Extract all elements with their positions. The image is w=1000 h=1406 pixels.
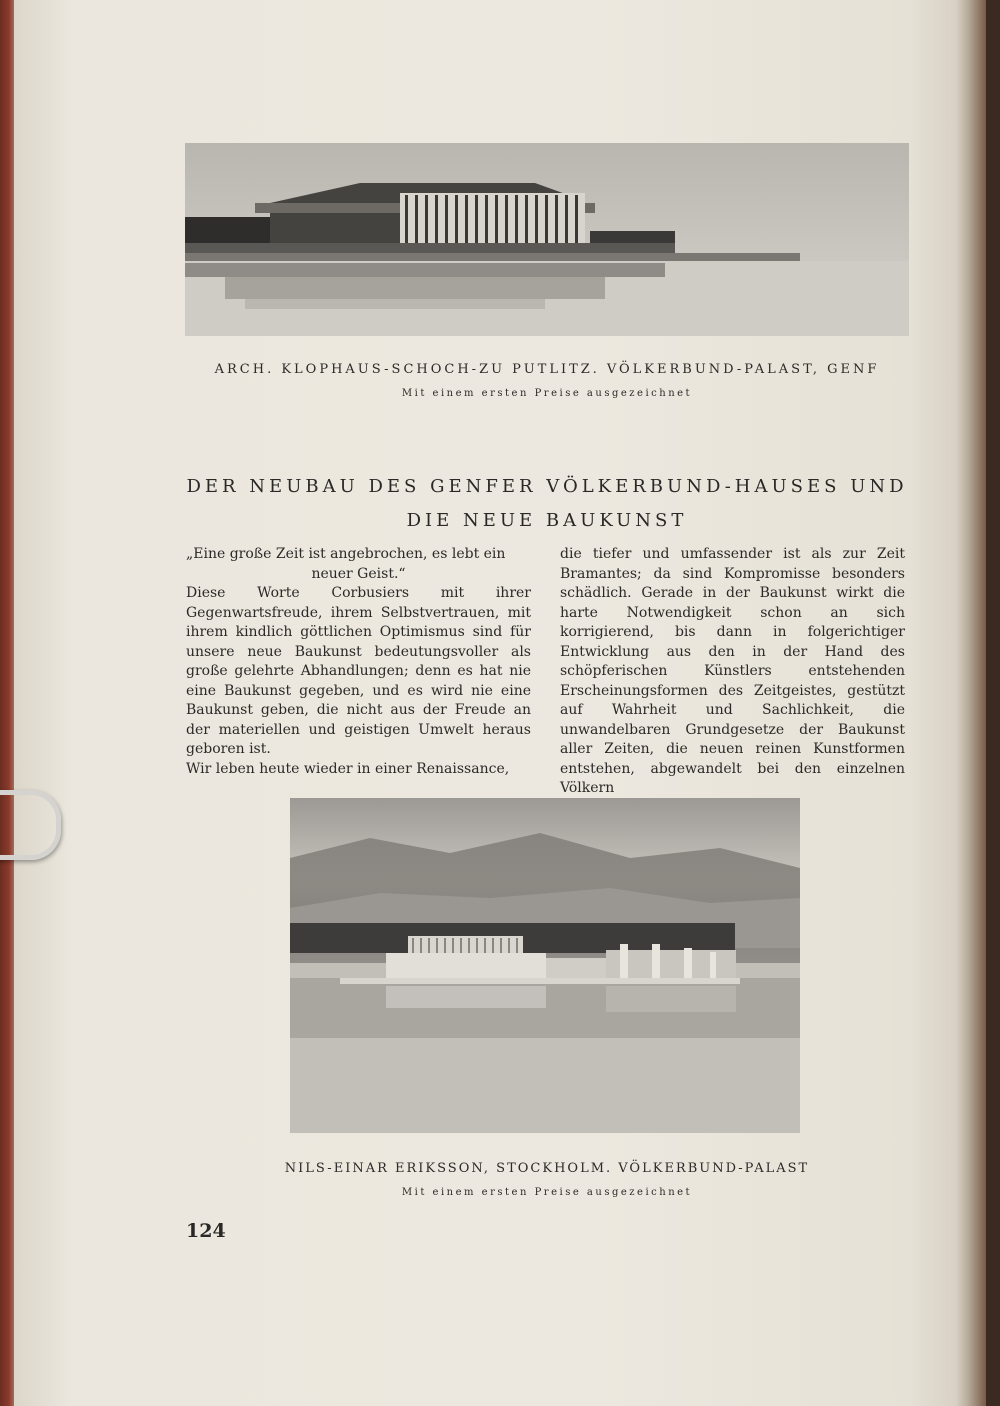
quote-end: neuer Geist.“ (311, 565, 406, 582)
figure-eriksson-palace-image (290, 798, 800, 1133)
page-number: 124 (186, 1220, 226, 1242)
article-heading (185, 470, 909, 538)
figure2-caption: NILS-EINAR ERIKSSON, STOCKHOLM. VÖLKERBUND-PALAST (284, 1161, 810, 1176)
page-gutter (956, 0, 986, 1406)
paragraph-right: die tiefer und umfassender ist als zur Zeit Bramantes; da sind Kompromisse besonders schädlich. Gerade in der Baukunst wirkt die harte Notwendigkeit schon an sich korrigierend, bis dann in folgerichtiger Entwicklung aus den in der Hand des schöpferischen Künstlers entstehenden Erscheinungsformen des Zeitgeistes, gestützt auf Wahrheit und Sachlichkeit, die unwandelbaren Grundgesetze der Baukunst aller Zeiten, die neuen reinen Kunstformen entstehen, abgewandelt bei den einzelnen Völkern (560, 546, 905, 796)
text-column-left (186, 545, 531, 779)
figure1-subcaption: Mit einem ersten Preise ausgezeichnet (401, 388, 693, 399)
paragraph-1: Diese Worte Corbusiers mit ihrer Gegenwartsfreude, ihrem Selbstvertrauen, mit ihrem kindlich göttlichen Optimismus sind für unsere neue Baukunst bedeutungsvoller als große gelehrte Abhandlungen; denn es hat nie eine Baukunst gegeben, und es wird nie eine Baukunst geben, die nicht aus der Freude an der materiellen und geistigen Umwelt heraus geboren ist. (186, 585, 531, 757)
heading-line-2: DIE NEUE BAUKUNST (406, 510, 688, 531)
figure-klophaus-palace-image (185, 143, 909, 336)
paper-clip (0, 790, 61, 860)
heading-line-1: DER NEUBAU DES GENFER VÖLKERBUND-HAUSES UND (186, 476, 908, 497)
quote-line: „Eine große Zeit ist angebrochen, es lebt ein (186, 546, 506, 562)
figure1-caption: ARCH. KLOPHAUS-SCHOCH-ZU PUTLITZ. VÖLKERBUND-PALAST, GENF (214, 362, 880, 377)
paragraph-2: Wir leben heute wieder in einer Renaissance, (186, 760, 510, 777)
text-column-right (560, 545, 905, 799)
figure2-subcaption: Mit einem ersten Preise ausgezeichnet (401, 1187, 693, 1198)
